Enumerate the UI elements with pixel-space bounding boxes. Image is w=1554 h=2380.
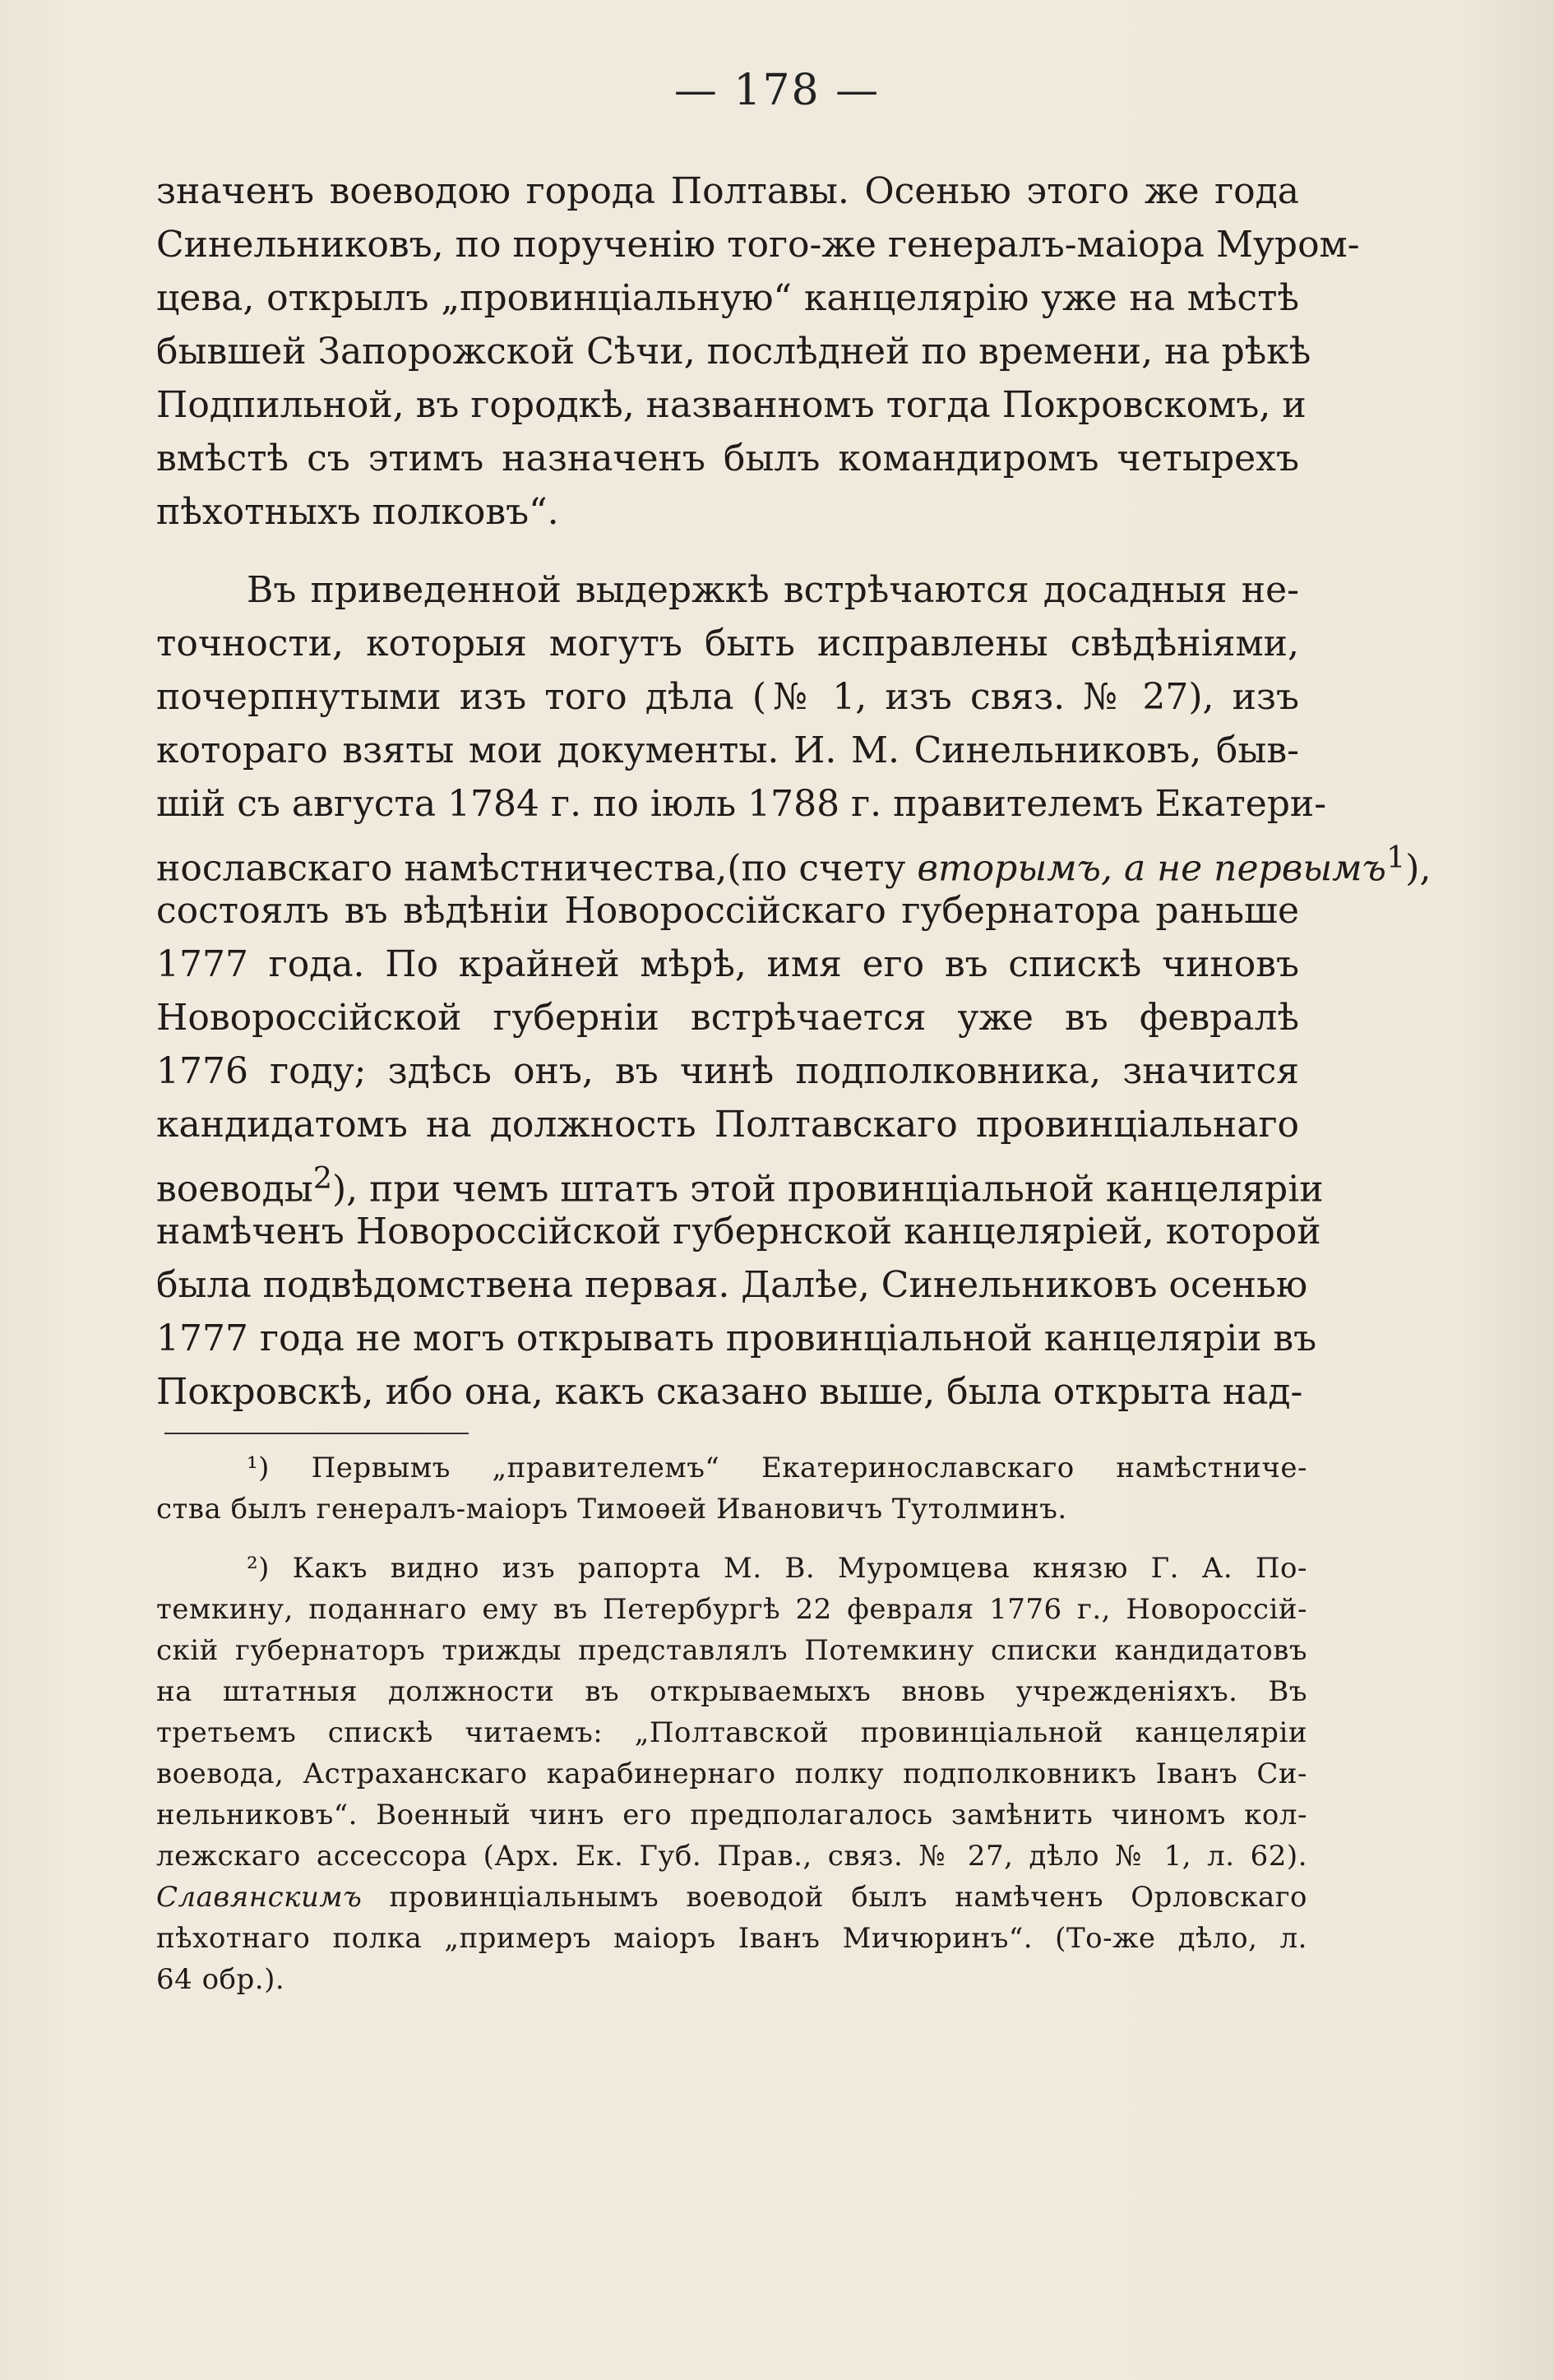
text-line [156, 1151, 1324, 1211]
paragraph-gap [156, 539, 1299, 563]
footnote-line: ²) Какъ видно изъ рапорта М. В. Муромцева князю Г. А. По- [247, 1552, 1307, 1585]
text-line: состоялъ въ вѣдѣніи Новороссійскаго губернатора раньше [156, 890, 1299, 932]
footnote-line: третьемъ спискѣ читаемъ: „Полтавской провинціальной канцеляріи [156, 1716, 1307, 1749]
text-line: Новороссійской губерніи встрѣчается уже въ февралѣ [156, 997, 1299, 1039]
footnote-line: нельниковъ“. Военный чинъ его предполагалось замѣнить чиномъ кол- [156, 1799, 1307, 1831]
footnote-line: воевода, Астраханскаго карабинернаго полку подполковникъ Іванъ Си- [156, 1757, 1307, 1790]
footnote-ref-1[interactable]: 1 [1385, 840, 1406, 875]
text-line: Подпильной, въ городкѣ, названномъ тогда Покровскомъ, и [156, 384, 1307, 426]
text-segment: провинціальнымъ воеводой былъ намѣченъ Орловскаго [362, 1881, 1307, 1914]
text-line: кандидатомъ на должность Полтавскаго провинціальнаго [156, 1104, 1299, 1146]
text-line: пѣхотныхъ полковъ“. [156, 491, 559, 533]
footnote-line: ства былъ генералъ-маіоръ Тимоѳей Ивановичъ Тутолминъ. [156, 1493, 1067, 1526]
text-segment: нославскаго намѣстничества,(по счету [156, 847, 918, 890]
text-line: была подвѣдомствена первая. Далѣе, Синельниковъ осенью [156, 1264, 1308, 1306]
text-segment: ), при чемъ штатъ этой провинціальной канцеляріи [332, 1168, 1324, 1211]
text-line: Въ приведенной выдержкѣ встрѣчаются досадныя не- [247, 569, 1299, 611]
italic-emphasis: вторымъ, а не первымъ [917, 847, 1386, 890]
text-line: котораго взяты мои документы. И. М. Синельниковъ, быв- [156, 729, 1299, 771]
text-line: 1776 году; здѣсь онъ, въ чинѣ подполковника, значится [156, 1050, 1299, 1092]
italic-emphasis: Славянскимъ [156, 1881, 363, 1914]
main-text [156, 164, 1431, 1419]
page-number: — 178 — [673, 66, 881, 115]
text-line: почерпнутыми изъ того дѣла (№ 1, изъ связ. № 27), изъ [156, 676, 1299, 718]
footnote-1 [156, 1447, 1307, 1530]
text-line: 1777 года. По крайней мѣрѣ, имя его въ спискѣ чиновъ [156, 943, 1299, 985]
text-line: вмѣстѣ съ этимъ назначенъ былъ командиромъ четырехъ [156, 438, 1299, 479]
footnote-line: лежскаго ассессора (Арх. Ек. Губ. Прав., связ. № 27, дѣло № 1, л. 62). [156, 1840, 1307, 1873]
footnote-line: на штатныя должности въ открываемыхъ вновь учрежденіяхъ. Въ [156, 1675, 1307, 1708]
footnote-line: пѣхотнаго полка „примеръ маіоръ Іванъ Мичюринъ“. (То-же дѣло, л. [156, 1922, 1307, 1955]
footnote-line: 64 обр.). [156, 1963, 285, 1996]
text-line: значенъ воеводою города Полтавы. Осенью этого же года [156, 170, 1299, 212]
footnote-ref-2[interactable]: 2 [312, 1160, 333, 1196]
footnote-gap [156, 1530, 1307, 1548]
text-line: 1777 года не могъ открывать провинціальной канцеляріи въ [156, 1317, 1317, 1359]
text-line: цева, открылъ „провинціальную“ канцелярію уже на мѣстѣ [156, 277, 1299, 319]
footnote-divider [164, 1433, 469, 1434]
footnote-2 [156, 1548, 1307, 2000]
text-line: точности, которыя могутъ быть исправлены свѣдѣніями, [156, 623, 1299, 664]
footnote-line: скій губернаторъ трижды представлялъ Потемкину списки кандидатовъ [156, 1634, 1307, 1667]
text-line: шій съ августа 1784 г. по іюль 1788 г. правителемъ Екатери- [156, 783, 1327, 825]
text-segment: ), [1405, 847, 1431, 890]
text-line: Покровскѣ, ибо она, какъ сказано выше, была открыта над- [156, 1371, 1303, 1413]
text-line: намѣченъ Новороссійской губернской канцеляріей, которой [156, 1211, 1321, 1253]
text-line: бывшей Запорожской Сѣчи, послѣдней по времени, на рѣкѣ [156, 331, 1311, 373]
footnote-line [156, 1877, 1307, 1918]
footnote-line: ¹) Первымъ „правителемъ“ Екатеринославскаго намѣстниче- [247, 1452, 1307, 1484]
text-line [156, 831, 1431, 890]
footnotes [156, 1447, 1307, 2000]
text-segment: воеводы [156, 1168, 313, 1211]
text-line: Синельниковъ, по порученію того-же генералъ-маіора Муром- [156, 224, 1360, 266]
footnote-line: темкину, поданнаго ему въ Петербургѣ 22 февраля 1776 г., Новороссій- [156, 1593, 1307, 1626]
